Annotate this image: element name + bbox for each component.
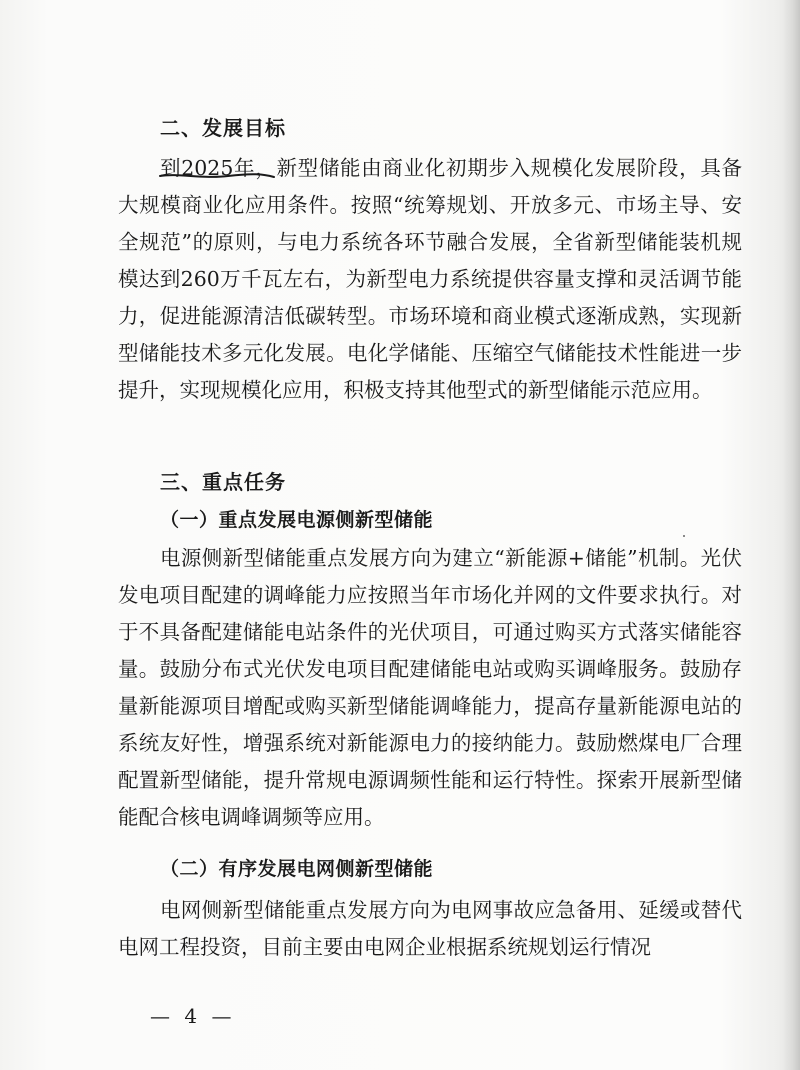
paragraph-source-side-storage: 电源侧新型储能重点发展方向为建立“新能源+储能”机制。光伏发电项目配建的调峰能力应按照当年市场化并网的文件要求执行。对于不具备配建储能电站条件的光伏项目，可通过购买方式落实储能容量。鼓励分布式光伏发电项目配建储能电站或购买调峰服务。鼓励存量新能源项目增配或购买新型储能调峰能力，提高存量新能源电站的系统友好性，增强系统对新能源电力的接纳能力。鼓励燃煤电厂合理配置新型储能，提升常规电源调频性能和运行特性。探索开展新型储能配合核电调峰调频等应用。 — [118, 546, 742, 829]
underlined-lead-text: 到2025年 — [160, 156, 256, 180]
paragraph-development-goals — [118, 150, 742, 409]
heading-development-goals: 二、发展目标 — [160, 116, 286, 140]
subheading-source-side-storage: （一）重点发展电源侧新型储能 — [160, 509, 434, 531]
page-number: — 4 — — [150, 1004, 236, 1028]
paragraph-grid-side-storage: 电网侧新型储能重点发展方向为电网事故应急备用、延缓或替代电网工程投资，目前主要由电网企业根据系统规划运行情况 — [118, 898, 742, 959]
scan-speck — [683, 535, 685, 537]
heading-key-tasks: 三、重点任务 — [160, 470, 286, 494]
page-edge-shadow — [782, 0, 800, 1070]
subheading-grid-side-storage: （二）有序发展电网侧新型储能 — [160, 858, 434, 880]
paragraph-goals-body: ，新型储能由商业化初期步入规模化发展阶段，具备大规模商业化应用条件。按照“统筹规划、开放多元、市场主导、安全规范”的原则，与电力系统各环节融合发展，全省新型储能装机规模达到260万千瓦左右，为新型电力系统提供容量支撑和灵活调节能力，促进能源清洁低碳转型。市场环境和商业模式逐渐成熟，实现新型储能技术多元化发展。电化学储能、压缩空气储能技术性能进一步提升，实现规模化应用，积极支持其他型式的新型储能示范应用。 — [118, 156, 743, 402]
